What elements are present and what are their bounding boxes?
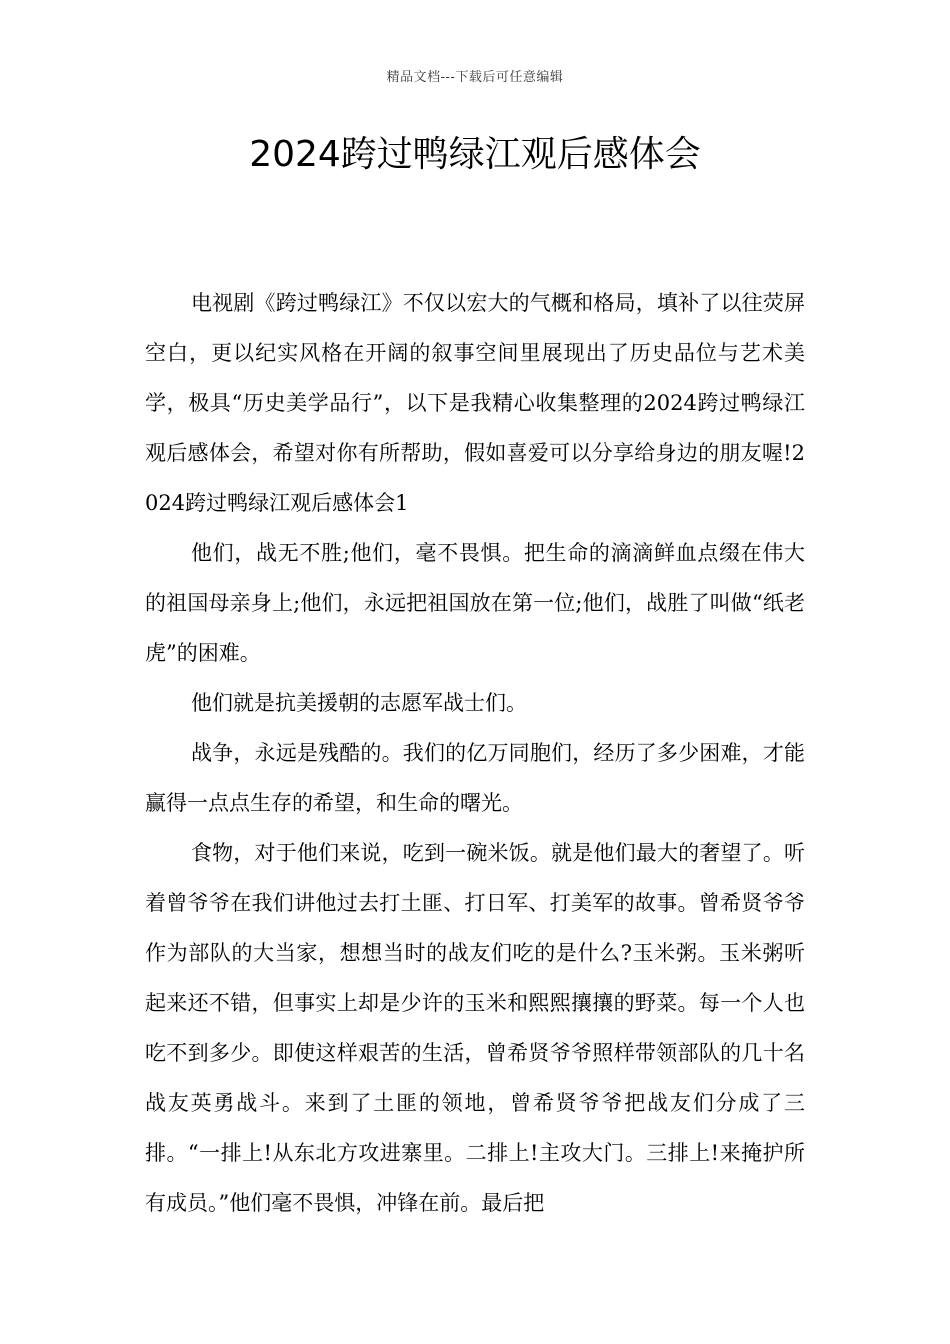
- paragraph: 战争，永远是残酷的。我们的亿万同胞们，经历了多少困难，才能赢得一点点生存的希望，和生命的曙光。: [145, 741, 805, 815]
- paragraph-intro: 电视剧《跨过鸭绿江》不仅以宏大的气概和格局，填补了以往荧屏空白，更以纪实风格在开阔的叙事空间里展现出了历史品位与艺术美学，极具“历史美学品行”，以下是我精心收集整理的2024跨过鸭绿江观后感体会，希望对你有所帮助，假如喜爱可以分享给身边的朋友喔!2024跨过鸭绿江观后感体会1: [145, 291, 805, 515]
- paragraph: 食物，对于他们来说，吃到一碗米饭。就是他们最大的奢望了。听着曾爷爷在我们讲他过去打土匪、打日军、打美军的故事。曾希贤爷爷作为部队的大当家，想想当时的战友们吃的是什么?玉米粥。玉米粥听起来还不错，但事实上却是少许的玉米和熙熙攘攘的野菜。每一个人也吃不到多少。即使这样艰苦的生活，曾希贤爷爷照样带领部队的几十名战友英勇战斗。来到了土匪的领地，曾希贤爷爷把战友们分成了三排。“一排上!从东北方攻进寨里。二排上!主攻大门。三排上!来掩护所有成员。”他们毫不畏惧，冲锋在前。最后把: [145, 841, 805, 1215]
- document-title: 2024跨过鸭绿江观后感体会: [249, 134, 701, 175]
- document-body: [145, 278, 805, 1228]
- paragraph: 他们就是抗美援朝的志愿军战士们。: [191, 691, 527, 715]
- paragraph: 他们，战无不胜;他们，毫不畏惧。把生命的滴滴鲜血点缀在伟大的祖国母亲身上;他们，永远把祖国放在第一位;他们，战胜了叫做“纸老虎”的困难。: [145, 541, 805, 665]
- header-note: 精品文档---下载后可任意编辑: [386, 70, 564, 85]
